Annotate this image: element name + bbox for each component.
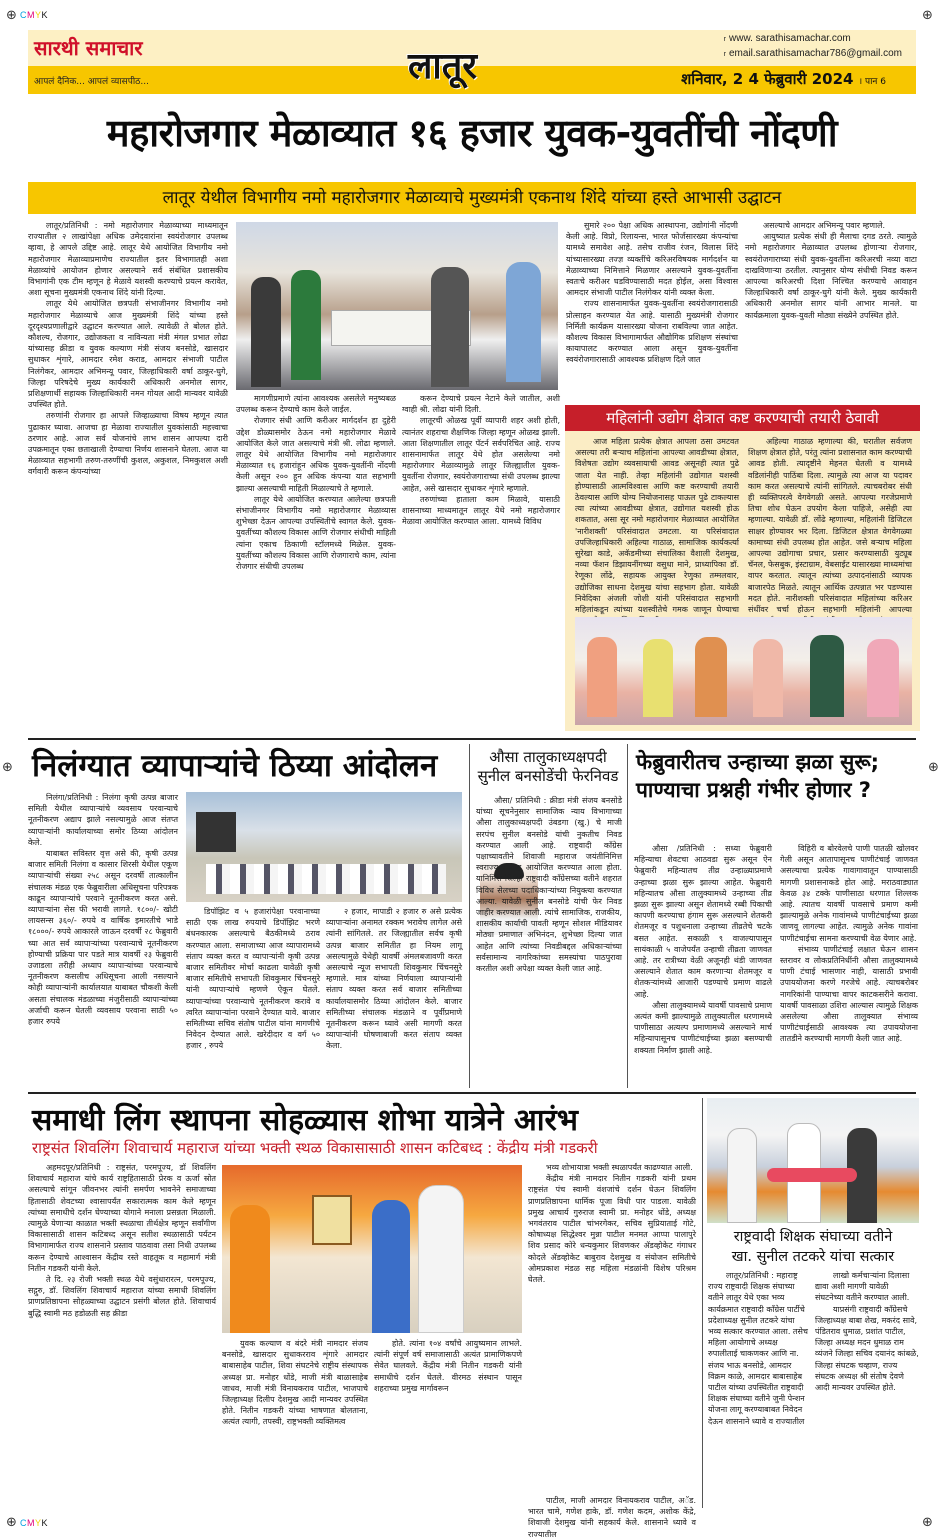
samadhi-column-1 (28, 1162, 216, 1507)
paragraph: भव्य शोभायात्रा भक्ती स्थळापर्यंत काढण्यात आली. (546, 1163, 693, 1172)
page-number: । पान 6 (858, 77, 886, 87)
registration-mark-icon: ⊕ (922, 8, 933, 23)
column-divider (627, 744, 628, 1088)
samadhi-subheadline: राष्ट्रसंत शिवलिंग शिवाचार्य महाराज यांच्या भक्ती स्थळ विकासासाठी शासन कटिबध्द : केंद्रीय मंत्री गडकरी (32, 1139, 598, 1157)
paragraph: ते दि. २३ रोजी भक्ती स्थळ येथे वसुंधारारत्न, परमपूज्य, सद्गुरु, डॉ. शिवलिंग शिवाचार्य महाराज यांच्या समाधी शिवलिंग प्राणप्रतिष्ठापना सोहळ्याच्या उद्घाटन प्रसंगी बोलत होते. शिवाचार्य बुद्धि स्वामी मठ हडोळती सह क्रीडा (28, 1275, 216, 1318)
registration-mark-icon: ⊕ (2, 760, 13, 775)
registration-mark-icon: ⊕ (928, 760, 939, 775)
paragraph: तरुणांच्या हाताला काम मिळावे, यासाठी शासनाच्या माध्यमातून लातूर येथे नमो महारोजगार मेळावा आयोजित करण्यात आला. यामध्ये विविध (402, 494, 560, 527)
section-divider (28, 1092, 916, 1094)
column-divider (702, 1098, 703, 1508)
paragraph: आयुष्यात प्रत्येक संधी ही मैलाचा दगड ठरते. त्यामुळे नमो महारोजगार मेळाव्यात उपलब्ध होणाऱ्या रोजगार, स्वयंरोजगाराच्या संधी युवक-युवतींना करिअरची नव्या वाटा दाखविणाऱ्या ठरतील. त्यानुसार योग्य संधीची निवड करून आपल्या करिअरची दिशा निश्चित करण्याचे आवाहन जिल्हाधिकारी वर्षा ठाकूर-घुगे यांनी केले. मुख्य कार्यकारी अधिकारी अनमोल सागर यांनी आभार मानले. या कार्यक्रमाला युवक-युवती मोठ्या संख्येने उपस्थित होते. (745, 232, 917, 320)
shikshak-column-2 (815, 1270, 919, 1508)
paragraph: केंद्रीय मंत्री नामदार नितीन गडकरी यांनी प्रथम राष्ट्रसंत पंच स्वामी वंशजांचे दर्शन घेऊन शिवलिंग प्राणप्रतिष्ठापना धार्मिक पूजा विधी पार पाडला. यावेळी प्रमुख आचार्य गुरुराज स्वामी प्रा. मनोहर धोंडे, अध्यक्ष भगवंतराव पाटील चांभरगेकर, सचिव सुप्रियाताई गोटे, कोषाध्यक्ष सिद्धेश्वर मुन्ना पाटील मनमत आप्पा पालापुरे शिव प्रसाद कोरे धन्यकुमार शिवणकर ॲडव्होकेट गंगाधर कोदले ॲडव्होकेट बाबुराव देशमुख व संयोजन समितीचे ओमप्रकाश मंडळ सह महिला मंडळांनी विशेष परिश्रम घेतले. (528, 1174, 696, 1285)
paragraph: राज्य शासनामार्फत युवक-युवतींना स्वयंरोजगारासाठी प्रोत्साहन करण्यात येत आहे. यासाठी मुख्यमंत्री रोजगार निर्मिती कार्यक्रम यासारख्या योजना राबविल्या जात आहेत. कौशल्य विकास विभागामार्फत औद्योगिक प्रशिक्षण संस्थांचा कायापालट करण्यात आला असून युवक-युवतींना स्वयंरोजगारासाठी आवश्यक प्रशिक्षण दिले जात (566, 299, 738, 365)
paragraph: २ हजार, मापाडी २ हजार रु असे प्रत्येक व्यापाऱ्यांना अनामत रक्कम भरावेच लागेल असे त्यांनी सांगितले. तर जिल्ह्यातील सर्वच कृषी उत्पन्न बाजार समितीत हा नियम लागू असल्यामुळे येथेही यावर्षी अंमलबजावणी करत असल्याचे न्यूज सभापती शिवकुमार चिंचनसुरे म्हणाले. मात्र यांच्या निर्णयाला व्यापाऱ्यांनी संताप व्यक्त करत सर्व बाजार समितीच्या कार्यालयासमोर ठिय्या आंदोलन केले. बाजार समितीच्या संचालक मंडळाने व पूर्वीप्रमाणे नूतनीकरण करून घ्यावे असी मागणी करत व्यापाऱ्यांनी घोषणाबाजी करत संताप व्यक्त केला. (326, 907, 462, 1051)
person-silhouette (418, 1185, 464, 1333)
registration-mark-icon: ⊕ (922, 1515, 933, 1530)
traders-protest-photo (186, 792, 462, 902)
contact-info (724, 32, 902, 62)
masthead (28, 30, 916, 96)
newspaper-logo: सारथी समाचार (34, 36, 143, 60)
person-silhouette (291, 270, 321, 380)
paragraph: लातूर/प्रतिनिधी : नमो महारोजगार मेळाव्याच्या माध्यमातून राज्यातील २ लाखांपेक्षा अधिक उमेदवारांना स्वयंरोजगार उपलब्ध व्हावा, हे आपले उद्दिष्ट आहे. लातूर येथे आयोजित विभागीय नमो महारोजगार मेळाव्याप्रमाणेच राज्यातील इतर विभागातही अशा मेळाव्यांचे आयोजन होणार असल्याने सर्व संबंधित प्रशासकीय विभागांनी एक टीम म्हणून हे मेळावे यशस्वी करण्याचे प्रयत्न करावेत, अशा सूचना मुख्यमंत्री एकनाथ शिंदे यांनी दिल्या. (28, 221, 228, 298)
paragraph: लातूर/प्रतिनिधी : महाराष्ट्र राज्य राष्ट्रवादी शिक्षक संघाच्या वतीने लातूर येथे एका भव्य कार्यक्रमात राष्ट्रवादी काँग्रेस पार्टीचे प्रदेशाध्यक्ष सुनील तटकरे यांचा भव्य सत्कार करण्यात आला. तसेच महिला आयोगाचे अध्यक्ष रुपालीताई चाकणकर आणि ना. संजय भाऊ बनसोडे, आमदार विक्रम काळे, आमदार बाबासाहेब पाटील यांच्या उपस्थितीत राष्ट्रवादी शिक्षक संघाच्या वतीने जुनी पेन्शन योजना लागू करण्याबाबत निवेदन देऊन शासनाने ध्यावे व राज्यातील (708, 1271, 808, 1426)
paragraph: औसा तालुक्यामध्ये यावर्षी पावसाचे प्रमाण अत्यंत कमी झाल्यामुळे तालुक्यातील धरणामध्ये पाणीसाठा अत्यल्प प्रमाणामध्ये असल्याने मार्च महिन्यापासूनच पाणीटंचाईच्या झळा बसण्याची शक्यता निर्माण झाली आहे. (634, 1000, 772, 1055)
water-column-2 (780, 843, 918, 1088)
panel-discussion-photo (575, 617, 912, 725)
person-silhouette (695, 637, 727, 717)
person-silhouette (753, 639, 783, 717)
paragraph: होते. त्यांना १०४ वर्षांचे आयुष्यमान लाभले. त्यांनी संपूर्ण वर्ष समाजासाठी अत्यंत प्रामाणिकपणे सेवेत घालवले. केंद्रीय मंत्री नितीन गडकरी यांनी समाधीचे दर्शन घेतले. वीरमठ संस्थान पासून शहराच्या प्रमुख मार्गावरून (374, 1339, 522, 1393)
bullet-icon: r (723, 36, 726, 43)
person-silhouette (643, 639, 673, 717)
paragraph: विहिरी व बोरवेलचे पाणी पातळी खोलवर गेली असून आतापासूनच पाणीटंचाई जाणवत असल्याचा प्रत्येक गावागावातून पाण्यासाठी मागणी प्रशासनाकडे होत आहे. मराठवाड्यात केवळ ३४ टक्के पाणीसाठा धरणात शिल्लक आहे. त्यातच यावर्षी पावसाचे प्रमाण कमी झाल्यामुळे अनेक गावांमध्ये पाणीटंचाईच्या झळा जाणवू लागल्या आहेत. त्यामुळे अनेक गावांना पाणीटंचाईचा सामना करण्याची वेळ येणार आहे. (780, 844, 918, 943)
ausa-column (476, 795, 622, 1088)
nilanga-column-2 (186, 906, 320, 1092)
section-divider (28, 738, 916, 740)
garland (767, 1168, 857, 1182)
paragraph: आज महिला प्रत्येक क्षेत्रात आपला ठसा उमटवत असल्या तरी बऱ्याच महिलांना आपल्या आवडीच्या क्षेत्रात, विशेषतः उद्योग व्यवसायाची आवड असूनही त्यात पुढे जाता येत नाही. तेव्हा महिलांनी उद्योगात यशस्वी होण्यासाठी आत्मविश्वास आणि कष्ट करण्याची तयारी ठेवल्यास आणि योग्य नियोजनासह पाऊल पुढे टाकल्यास त्या त्यांच्या आवडीच्या क्षेत्रात, उद्योगात यशस्वी होऊ शकतात, असा सूर नमो महारोजगार मेळाव्यात आयोजित 'नारीशक्ती' परिसंवादात उमटला. या परिसंवादात उपजिल्हाधिकारी अहिल्या गाठाळ, सामाजिक कार्यकर्त्या सुरेखा काडे, अकॅडमीच्या संचालिका वैशाली देशमुख, नव्या फॅशन डिझायनींगच्या वसुधा माने, प्राध्यापिका डॉ. रेणूका लोंढे, सहायक आयुक्त रेणुका तम्मलवार, उद्योजिका साधना देशमुख यांचा सहभाग होता. यावेळी निवेदिका अंजली जोशी यांनी परिसंवादात सहभागी महिलांकडून त्यांच्या यशस्वीतेचे गमक जाणून घेण्याचा (575, 437, 739, 615)
person-silhouette (727, 1128, 757, 1223)
nari-shakti-headline: महिलांनी उद्योग क्षेत्रात कष्ट करण्याची तयारी ठेवावी (565, 405, 920, 431)
paragraph: असल्याचे आमदार अभिमन्यू पवार म्हणाले. (763, 221, 886, 230)
nari-shakti-column-2 (748, 436, 912, 615)
paragraph: पाटील, माजी आमदार विनायकराव पाटील, अॅड. भारत चामे, गणेश हाके, डॉ. गणेश कदम, अशोक केंद्रे, शिवाजी देशमुख यांनी सहकार्य केले. शासनाने ध्यावे व राज्यातील (528, 1496, 696, 1539)
person-silhouette (587, 637, 617, 717)
cmyk-color-bar: CMYK (20, 10, 49, 20)
paragraph: लातूर येथे आयोजित छत्रपती संभाजीनगर विभागीय नमो महारोजगार मेळाव्याचे आज मुख्यमंत्री शिंदे यांच्या हस्ते दूरदृश्यप्रणालीद्वारे उद्घाटन करण्यात आले. त्यावेळी ते बोलत होते. कौशल्य, रोजगार, उद्योजकता व नाविन्यता मंत्री मंगल प्रभात लोढा यांच्यासह क्रीडा व युवक कल्याण मंत्री संजय बनसोडे, खासदार सुधाकर शृंगारे, आमदार रमेश कराड, आमदार संभाजी पाटील निलंगेकर, आमदार अभिमन्यू पवार, जिल्हाधिकारी वर्षा ठाकूर-घुगे, जिल्हा परिषदेचे मुख्य कार्यकारी अधिकारी अनमोल सागर, प्रशिक्षणार्थी सहायक जिल्हाधिकारी नमन गोयल आदी मान्यवर यावेळी उपस्थित होते. (28, 299, 228, 410)
lead-story-column-3 (402, 393, 560, 735)
paragraph: अहमदपूर/प्रतिनिधी : राष्ट्रसंत, परमपूज्य, डॉ शिवलिंग शिवाचार्य महाराज यांचे कार्य राष्ट्रहितासाठी प्रेरक व ऊर्जा स्रोत असल्याचे सांगून जीवनभर त्यांनी समर्पण भावनेने समाजाच्या हितासाठी शेवटच्या श्वासापर्यंत सकारात्मक काम केले म्हणून त्यांच्या समाधीचे दर्शन घेण्याच्या योगाने मनाला प्रसन्नता मिळाली. त्यामुळे येणाऱ्या काळात भक्ती स्थळाचा तीर्थक्षेत्र म्हणून सर्वांगीण विकासासाठी शासन कटिबध्द असून सतीश स्थळासाठी पर्यटन विभागामार्फत राज्य शासनाने प्रस्ताव पाठवावा तसा निधी उपलब्ध करून देण्याचे आश्वासन केंद्रीय रस्ते वाहतूक व महामार्ग मंत्री नितीन गडकरी यांनी केले. (28, 1163, 216, 1273)
column-divider (469, 744, 470, 1088)
paragraph: औसा /प्रतिनिधी : सध्या फेब्रुवारी महिन्याचा शेवटचा आठवडा सुरू असून ऐन फेब्रुवारी महिन्यातच तीव्र उन्हाळ्याप्रमाणे उन्हाच्या झळा सुरू झाल्या आहेत. फेब्रुवारी महिन्यातच औसा तालुक्यामध्ये उन्हाच्या तीव्र झळा सुरू झाल्या असून शेतामध्ये रब्बी पिकाची कापणी करण्याचा हंगाम सुरू असल्याने शेतकरी शेतमजूर व पशुधनाला उन्हाच्या तीव्रतेचे चटके बसत आहेत. सकाळी ९ वाजल्यापासून सायंकाळी ५ वाजेपर्यंत उन्हाची तीव्रता जाणवत आहे. तर रात्रीच्या वेळी अजूनही थंडी जाणवत असल्याने शेतात काम करणाऱ्या शेतमजूर व शेतकऱ्यांमध्ये आजारी पडण्याचे प्रमाण वाढले आहे. (634, 844, 772, 999)
lead-headline: महारोजगार मेळाव्यात १६ हजार युवक-युवतींची नोंदणी (106, 111, 838, 155)
person-silhouette (230, 1205, 270, 1333)
paragraph: औसा/ प्रतिनिधी : क्रीडा मंत्री संजय बनसोडे यांच्या सूचनेनुसार सामाजिक न्याय विभागाच्या औसा तालुकाध्यक्षपदी उंबडगा (खु.) चे माजी सरपंच सुनील बनसोडे यांची नुकतीच निवड करण्यात आली आहे. राष्ट्रवादी काँग्रेस पक्षाच्यावतीने शिवाजी महाराज जयंतीनिमित्त स्वराज्य सप्ताह आयोजित करण्यात आला होता. यानिमित्त जिल्हा राष्ट्रवादी काँग्रेसच्या वतीने शहरात विविध सेलच्या पदाधिकाऱ्यांच्या नियुक्त्या करण्यात आल्या. यावेळी सुनील बनसोडे यांची फेर निवड जाहीर करण्यात आली. त्यांचे सामाजिक, राजकीय, शासकीय कार्याची पावती म्हणून सोशल मीडियावर मोठ्या प्रमाणात अभिनंदन, शुभेच्छा दिल्या जात आहेत आणि त्यांच्या निवडीबद्दल अधिकाऱ्यांच्या सर्वसामान्य नागरिकांच्या समस्यांचा पाठपुरावा करतील अशी अपेक्षा व्यक्त केली जात आहे. (476, 796, 622, 974)
lead-story-column-2 (236, 393, 396, 735)
lead-story-column-5 (745, 220, 917, 402)
paragraph: डिपॉझिट व ५ हजारांपेक्षा परवानाच्या साठी एक लाख रुपयाचे डिपॉझिट भरणे बंधनकारक असल्याचे बैठकीमध्ये ठराव करण्यात आला. समाजाच्या आज व्यापारामध्ये संताप व्यक्त करत व व्यापाऱ्यांनी कृषी उत्पन्न बाजार समितीवर मोर्चा काढला यावेळी कृषी बाजार समितीचे सभापती शिवकुमार चिंचनसुरे यांनी व्यापाऱ्यांचे म्हणणे ऐकून घेतले. व्यापाऱ्यांच्या परवान्याचे नूतनीकरण करावे व त्वरित व्यापाऱ्यांना परवाने देण्यात यावे. बाजार समितीच्या सचिव संतोष पाटील यांना मागणीचे निवेदन देण्यात आले. खरेदीदार व वर्ग ५० हजार , रुपये (186, 907, 320, 1051)
shikshak-column-1 (708, 1270, 808, 1508)
lead-story-column-4 (566, 220, 738, 402)
samadhi-column-5 (528, 1495, 696, 1539)
person-silhouette (810, 635, 844, 717)
person-silhouette (431, 267, 469, 387)
paragraph: तरुणांनी रोजगार हा आपले जिव्हाळ्याचा विषय म्हणून त्यात पुढाकार घ्यावा. आजचा हा मेळावा राज्यातील युवकांसाठी महत्त्वाचा ठरणार आहे. आज सर्व योजनांचे लाभ शासन आपल्या दारी उपक्रमातून एका छताखाली देण्याचा निर्णय शासनाने घेतला. आज या मेळाव्यात सहभागी तरुण-तरुणींची कुशल, अकुशल, निमकुशल अशी वर्गवारी करून कंपन्यांच्या (28, 411, 228, 477)
nilanga-headline: निलंग्यात व्यापाऱ्यांचे ठिय्या आंदोलन (32, 748, 438, 784)
water-headline: फेब्रुवारीतच उन्हाच्या झळा सुरू; पाण्याचा प्रश्नही गंभीर होणार ? (636, 750, 880, 802)
paragraph: संभाव्य पाणीटंचाई लक्षात घेऊन शासन स्तरावर व लोकप्रतिनिधींनी औसा तालुक्यामध्ये पाणी टंचाई भासणार नाही, यासाठी प्रभावी उपाययोजना करणे गरजेचे आहे. त्याचबरोबर नागरिकांनी पाण्याचा वापर काटकसरीने करावा. यावर्षी पावसाळा उशिरा आल्यास त्यामुळे शिक्षक असलेल्या औसा तालुक्यात संभाव्य पाणीटंचाईसाठी आवश्यक त्या उपाययोजना तातडीने करण्याची मागणी केली जात आहे. (780, 944, 918, 1044)
framed-picture (312, 1195, 352, 1245)
water-column-1 (634, 843, 772, 1088)
person-silhouette (506, 262, 541, 382)
nilanga-column-3 (326, 906, 462, 1092)
email-link[interactable]: r email.sarathisamachar786@gmail.com (723, 48, 902, 59)
nari-shakti-column-1 (575, 436, 739, 615)
tatkare-felicitation-photo (707, 1098, 919, 1223)
edition-city: लातूर (408, 46, 477, 87)
lead-story-column-1 (28, 220, 228, 735)
samadhi-column-3 (374, 1338, 522, 1508)
paragraph: करून देण्याचे प्रयत्न नेटाने केले जातील, अशी ग्वाही श्री. लोढा यांनी दिली. (402, 394, 560, 415)
paragraph: सुमारे २०० पेक्षा अधिक आस्थापना, उद्योगांनी नोंदणी केली आहे. विप्रो, रिलायन्स, भारत फोर्जसारख्या कंपन्यांचा यामध्ये समावेश आहे. तसेच राजीव रंजन, विलास शिंदे यांच्यासारख्या तज्ज्ञ व्यक्तींचे करिअरविषयक मार्गदर्शन या मेळाव्याच्या निमित्ताने मिळणार असल्याने युवक-युवतींना स्वतःचे करीअर घडविण्यासाठी मदत होईल, असा विश्वास आमदार संभाजी पाटील निलंगेकर यांनी व्यक्त केला. (566, 221, 738, 298)
person-silhouette (867, 639, 899, 717)
registration-mark-icon: ⊕ (6, 8, 17, 23)
cmyk-color-bar: CMYK (20, 1518, 49, 1528)
paragraph: लाखो कर्मचाऱ्यांना दिलासा द्यावा अशी मागणी यावेळी संघटनेच्या वतीने करण्यात आली. (815, 1271, 910, 1303)
paragraph: निलंगा/प्रतिनिधी : निलंगा कृषी उत्पन्न बाजार समिती येथील व्यापाऱ्यांचे व्यवसाय परवान्याचे नूतनीकरण अद्याप झाले नसल्यामुळे आज संतप्त व्यापाऱ्यांनी कार्यालयाच्या समोर ठिय्या आंदोलन केले. (28, 793, 178, 847)
samadhi-headline: समाधी लिंग स्थापना सोहळ्यास शोभा यात्रेने आरंभ (32, 1103, 578, 1138)
issue-date: शनिवार, 2 4 फेब्रुवारी 2024 । पान 6 (681, 70, 886, 88)
shikshak-headline: राष्ट्रवादी शिक्षक संघाच्या वतीने खा. सुनील तटकरे यांचा सत्कार (731, 1229, 895, 1265)
person-silhouette (372, 1200, 410, 1333)
nilanga-column-1 (28, 792, 178, 1092)
notice-board (196, 812, 236, 852)
tagline: आपलं दैनिक... आपलं व्यासपीठ... (34, 77, 149, 87)
lead-subheadline: लातूर येथील विभागीय नमो महारोजगार मेळाव्याचे मुख्यमंत्री एकनाथ शिंदे यांच्या हस्ते आभासी उद्घाटन (28, 182, 916, 214)
samadhi-column-2 (222, 1338, 368, 1508)
job-fair-cheque-photo (236, 222, 558, 390)
paragraph: मागणीप्रमाणे त्यांना आवश्यक असलेले मनुष्यबळ उपलब्ध करून देण्याचे काम केले जाईल. (236, 394, 396, 415)
paragraph: याप्रसंगी राष्ट्रवादी काँग्रेसचे जिल्हाध्यक्ष बाबा शेख, मकरंद सावे, पंडितराव धुमाळ, प्रशांत पाटील, जिल्हा अध्यक्ष मदन धुमाळ राम व्यंजने जिल्हा सचिव दयानंद कांबळे, जिल्हा संघटक चव्हाण, राज्य संघटक अध्यक्ष श्री संतोष देवणे आदी मान्यवर उपस्थित होते. (815, 1304, 919, 1393)
ausa-headline: औसा तालुकाध्यक्षपदी सुनील बनसोडेंची फेरनिवड (477, 748, 619, 785)
paragraph: अहिल्या गाठाळ म्हणाल्या की, घरातील सर्वजण शिक्षण क्षेत्रात होते, परंतु त्यांना प्रशासनात काम करण्याची आवड होती. त्यादृष्टीने मेहनत घेतली व यामध्ये वडिलांनीही पाठिंबा दिला. त्यामुळे त्या आज या पदावर काम करत असल्याचे त्यांनी सांगितले. त्याचबरोबर संधी ही व्यक्तिपरत्वे वेगवेगळी असते. आपल्या गरजेप्रमाणे तिचा शोध घेऊन उपयोग केला पाहिजे, असेही त्या म्हणाल्या. यावेळी डॉ. लोंढे म्हणाल्या, महिलांनी डिजिटल साक्षर होण्यावर भर दिला. डिजिटल क्षेत्रात वेगवेगळ्या कामाच्या संधी उपलब्ध होत आहेत. जसे बऱ्याच महिला आपल्या उद्योगाचा प्रचार, प्रसार करण्यासाठी युट्यूब चॅनल, फेसबुक, इंस्टाग्राम, वेबसाईट यासारख्या माध्यमांचा वापर करतात. त्यातून त्यांच्या उत्पादनांसाठी व्यापक बाजारपेठ मिळते. त्यातून आर्थिक उत्पन्नात भर पडण्यास मदत होते. नारीशक्ती परिसंवादात महिलांच्या करिअर संधींवर चर्चा होऊन सहभागी महिलांनी आपल्या (748, 437, 912, 615)
seated-crowd (206, 864, 446, 894)
paragraph: लातूरची ओळख पूर्वी व्यापारी शहर अशी होती, त्यानंतर शहराचा शैक्षणिक जिल्हा म्हणून ओळख झाली. आता शिक्षणातील लातूर पॅटर्न सर्वपरिचित आहे. राज्य शासनामार्फत लातूर येथे होत असलेल्या नमो महारोजगार मेळाव्यामुळे लातूर जिल्ह्यातील युवक-युवतींना रोजगार, स्वयंरोजगाराच्या संधी उपलब्ध झाल्या आहेत, असे खासदार सुधाकर शृंगारे म्हणाले. (402, 416, 560, 493)
bullet-icon: r (723, 51, 726, 58)
paragraph: याबाबत सविस्तर वृत्त असे की, कृषी उत्पन्न बाजार समिती निलंगा व कासार शिरसी येथील एकूण व्यापाऱ्यांची संख्या २५८ असून दरवर्षी तात्कालीन संचालक मंडळ एक फेब्रुवारीला अधिसूचना परिपत्रक काढून व्यापाऱ्यांचे परवाने नूतनीकरण करत असे. व्यापाऱ्यांना सेस फी भरावी लागते. १८००/- खोटी लायसन्स ३६०/- रुपये व वार्षिक इमारतीचे भाडे १८०००/- रुपये आकारले जाऊन दरवर्षी २८ फेब्रुवारी च्या आत सर्व व्यापाऱ्यांच्या परवान्याचे नूतनीकरण होण्याची प्रक्रिया पार पडते मात्र यावर्षी २३ फेब्रुवारी उजाडला तरीही अध्याप व्यापाऱ्यांच्या परवान्याचे नूतनीकरण कसलीच अधिसूचना आली नसल्याने कोही व्यापाऱ्यांनी कार्यालयात याबाबत चौकशी केली असता संचालक मंडळाच्या मंजुरीसाठी व्यापाऱ्यांच्या अर्जाची करून घेतली व्यवसाय परवाना साठी ५० हजार रुपये (28, 849, 178, 1027)
paragraph: लातूर येथे आयोजित करण्यात आलेल्या छत्रपती संभाजीनगर विभागीय नमो महारोजगार मेळाव्यास शुभेच्छा देऊन आपल्या उपस्थितीचे स्वागत केले. युवक-युवतींच्या कौशल्य विकास आणि रोजगार संधीची माहिती त्यांना एकाच ठिकाणी स्टॉलमध्ये मिळेल. युवक-युवतींच्या कौशल्य विकास आणि रोजगाराचे काम, त्यांना रोजगार संधीची उपलब्ध (236, 494, 396, 572)
paragraph: रोजगार संधी आणि करीअर मार्गदर्शन हा दुहेरी उद्देश डोळ्यासमोर ठेऊन नमो महारोजगार मेळावे आयोजित केले जात असल्याचे मंत्री श्री. लोढा म्हणाले. लातूर येथे आयोजित विभागीय नमो महारोजगार मेळाव्यात १६ हजारांहून अधिक युवक-युवतींनी नोंदणी केली असून २०० हून अधिक कंपन्या यात सहभागी झाल्या असल्याची माहिती मिळाल्याचे ते म्हणाले. (236, 416, 396, 493)
paragraph: युवक कल्याण व बंदरे मंत्री नामदार संजय बनसोडे, खासदार सुधाकरराव शृंगारे आमदार बाबासाहेब पाटील, शिवा संघटनेचे राष्ट्रीय संस्थापक अध्यक्ष प्रा. मनोहर धोंडे, माजी मंत्री बाळासाहेब जाधव, माजी मंत्री विनायकराव पाटील, भाजपाचे जिल्हाध्यक्ष दिलीप देशमुख आदी मान्यवर उपस्थित होते. नितीन गडकरी यांच्या भाषणात बोलताना, अत्यंत त्यागी, तपस्वी, राष्ट्रभक्ती व्यक्तिमत्व (222, 1339, 368, 1427)
registration-mark-icon: ⊕ (6, 1515, 17, 1530)
person-silhouette (251, 277, 281, 387)
website-link[interactable]: r www. sarathisamachar.com (723, 33, 851, 44)
samadhi-column-4 (528, 1162, 696, 1507)
gadkari-felicitation-photo (222, 1165, 522, 1333)
